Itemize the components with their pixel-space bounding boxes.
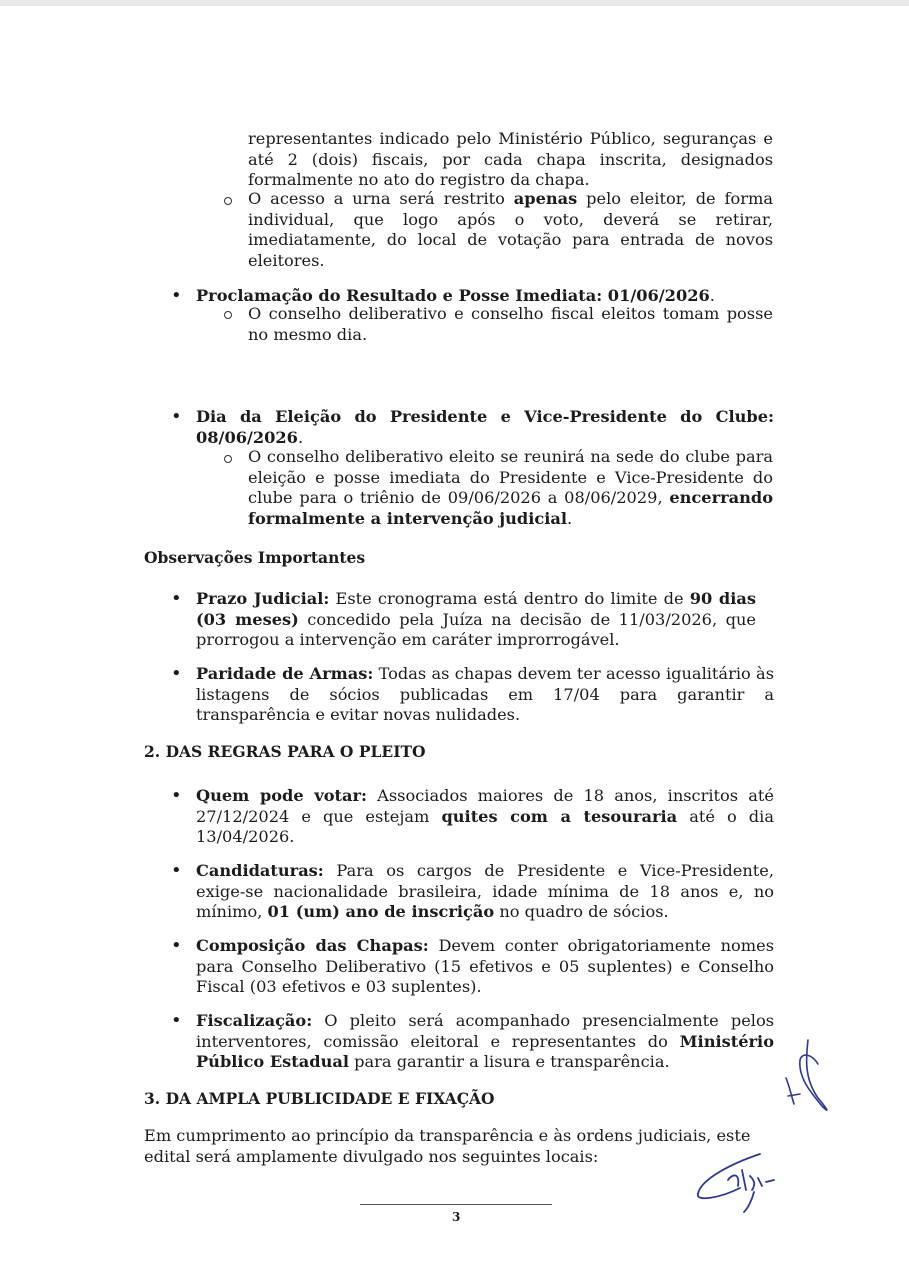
page-number: 3 — [452, 1210, 461, 1224]
rule-item-fiscalizacao — [196, 1011, 774, 1073]
rule-item-candidaturas — [196, 861, 774, 923]
rule-label: Composição das Chapas: — [196, 936, 429, 955]
rule-text-pre: O pleito será acompanhado presencialmente pelos interventores, comissão eleitoral e representantes do — [196, 1011, 774, 1051]
bullet-icon: • — [171, 406, 182, 427]
election-day-sub-bold: encerrando formalmente a intervenção judicial — [248, 488, 773, 528]
rule-label: Quem pode votar: — [196, 786, 367, 805]
observation-label: Paridade de Armas: — [196, 664, 374, 683]
section-3-paragraph: Em cumprimento ao princípio da transparência e às ordens judiciais, este edital será amplamente divulgado nos seguintes locais: — [144, 1126, 751, 1166]
signature-initials-2 — [690, 1150, 810, 1214]
proclamation-sub-text: O conselho deliberativo e conselho fiscal eleitos tomam posse no mesmo dia. — [248, 304, 773, 344]
rule-text-bold: Ministério Público Estadual — [196, 1031, 774, 1071]
observation-label: Prazo Judicial: — [196, 589, 330, 608]
section-2-heading: 2. DAS REGRAS PARA O PLEITO — [144, 742, 426, 761]
rule-text-bold: quites com a tesouraria — [441, 806, 678, 826]
observations-heading: Observações Importantes — [144, 548, 366, 567]
bullet-icon: • — [171, 663, 182, 684]
election-day-sub-end: . — [567, 508, 573, 528]
rule-text: Devem conter obrigatoriamente nomes para Conselho Deliberativo (15 efetivos e 05 suplentes) e Conselho Fiscal (03 efetivos e 03 suplentes). — [196, 936, 774, 996]
rule-text-post: para garantir a lisura e transparência. — [349, 1052, 670, 1071]
sub-bullet-icon — [224, 311, 232, 319]
observation-item-paridade — [196, 664, 774, 726]
continuation-paragraph — [248, 129, 773, 191]
bullet-icon: • — [171, 285, 182, 306]
bullet-icon: • — [171, 935, 182, 956]
access-item — [248, 189, 773, 271]
bullet-icon: • — [171, 785, 182, 806]
access-text-post: pelo eleitor, de forma individual, que logo após o voto, deverá se retirar, imediatamente, do local de votação para entrada de novos eleitores. — [248, 189, 774, 270]
footer-rule — [360, 1204, 552, 1205]
election-day-title-text: Dia da Eleição do Presidente e Vice-Presidente do Clube: 08/06/2026 — [196, 407, 774, 447]
rule-text-post: no quadro de sócios. — [494, 902, 669, 921]
section-3-heading: 3. DA AMPLA PUBLICIDADE E FIXAÇÃO — [144, 1089, 495, 1108]
sub-bullet-icon — [224, 197, 232, 205]
rule-text-pre: Para os cargos de Presidente e Vice-Presidente, exige-se nacionalidade brasileira, idade mínima de 18 anos e, no mínimo, — [196, 861, 774, 921]
proclamation-title-text: Proclamação do Resultado e Posse Imediata: 01/06/2026 — [196, 286, 710, 305]
rule-text-post: até o dia 13/04/2026. — [196, 806, 774, 846]
election-day-sub-pre: O conselho deliberativo eleito se reunirá na sede do clube para eleição e posse imediata do Presidente e Vice-Presidente do clube para o triênio de 09/06/2026 a 08/06/2029, — [248, 447, 773, 507]
rule-label: Fiscalização: — [196, 1011, 313, 1030]
signature-initials-1 — [778, 1038, 834, 1118]
rule-item-quem-pode-votar — [196, 786, 774, 848]
access-text-pre: O acesso a urna será restrito — [248, 189, 514, 208]
access-text-bold: apenas — [513, 189, 578, 208]
sub-bullet-icon — [224, 455, 232, 463]
proclamation-title-end: . — [709, 286, 715, 305]
rule-text-bold: 01 (um) ano de inscrição — [267, 902, 495, 921]
observation-text-bold: 90 dias (03 meses) — [196, 589, 756, 629]
bullet-icon: • — [171, 588, 182, 609]
election-day-title — [196, 407, 774, 448]
rule-text-pre: Associados maiores de 18 anos, inscritos até 27/12/2024 e que estejam — [196, 786, 774, 826]
bullet-icon: • — [171, 1010, 182, 1031]
rule-item-composicao — [196, 936, 774, 998]
observation-text-pre: Este cronograma está dentro do limite de — [329, 589, 690, 608]
observation-item-prazo — [196, 589, 756, 651]
election-day-sub — [248, 447, 773, 529]
bullet-icon: • — [171, 860, 182, 881]
observation-text-post: concedido pela Juíza na decisão de 11/03/2026, que prorrogou a intervenção em caráter improrrogável. — [196, 609, 756, 649]
observation-text: Todas as chapas devem ter acesso igualitário às listagens de sócios publicadas em 17/04 para garantir a transparência e evitar novas nulidades. — [196, 664, 774, 724]
continuation-text: representantes indicado pelo Ministério Público, seguranças e até 2 (dois) fiscais, por cada chapa inscrita, designados formalmente no ato do registro da chapa. — [248, 129, 773, 189]
proclamation-sub — [248, 304, 773, 345]
rule-label: Candidaturas: — [196, 861, 324, 880]
election-day-title-end: . — [297, 427, 304, 447]
